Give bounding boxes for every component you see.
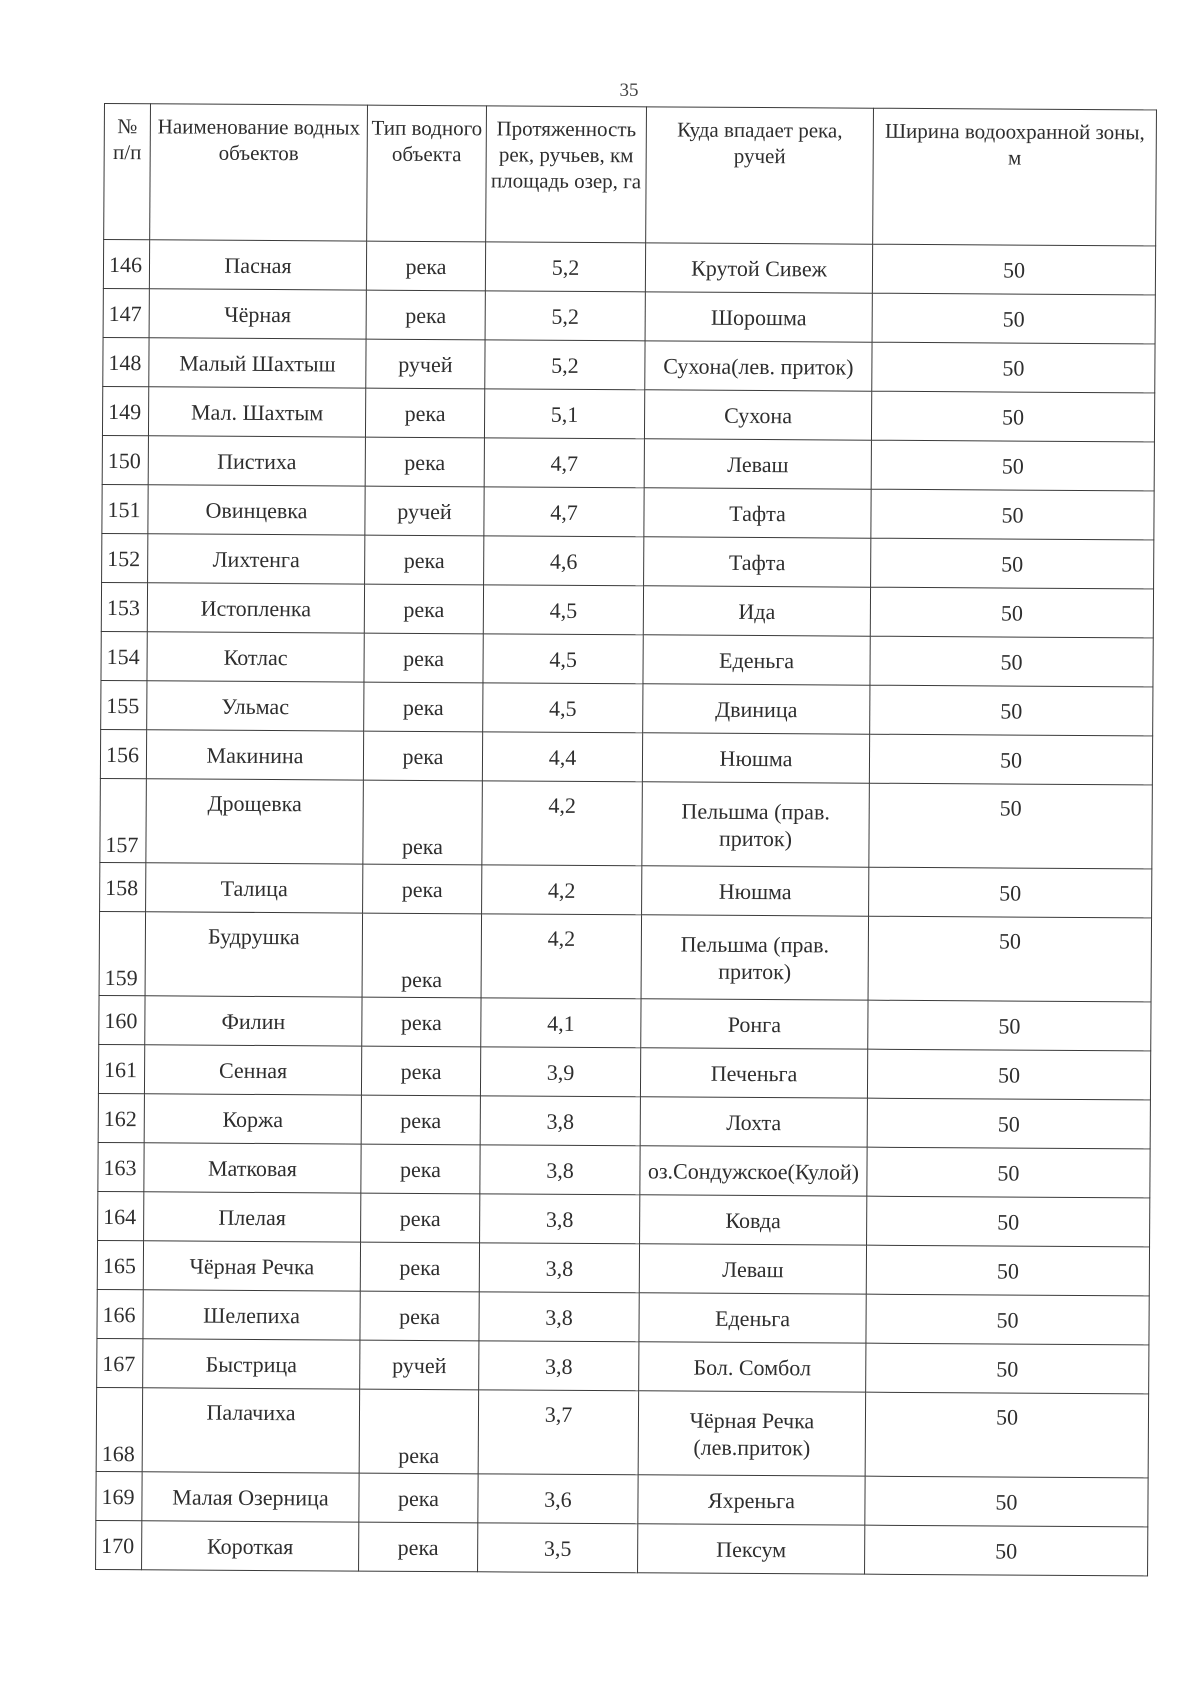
table-row (97, 1289, 1149, 1344)
protection-zone-width-cell: 50 (866, 1343, 1149, 1394)
table-row (101, 680, 1153, 735)
row-number-cell: 161 (98, 1044, 144, 1093)
object-type-cell: река (359, 1473, 478, 1523)
row-number-cell: 149 (102, 386, 148, 435)
row-number-cell: 162 (98, 1093, 144, 1142)
object-type-cell: река (360, 1291, 479, 1341)
water-objects-table (95, 103, 1157, 1576)
water-object-name-cell: Сенная (144, 1045, 361, 1095)
length-cell: 3,9 (480, 1047, 640, 1097)
mouth-cell: оз.Сондужское(Кулой) (640, 1146, 867, 1196)
length-cell: 5,1 (484, 389, 644, 439)
protection-zone-width-cell: 50 (865, 1392, 1149, 1478)
table-row (97, 1338, 1149, 1393)
row-number-cell: 163 (98, 1142, 144, 1191)
length-cell: 4,5 (483, 634, 643, 684)
row-number-cell: 146 (103, 240, 149, 289)
length-cell: 4,2 (481, 914, 642, 999)
protection-zone-width-cell: 50 (871, 440, 1154, 491)
protection-zone-width-cell: 50 (872, 342, 1155, 393)
protection-zone-width-cell: 50 (870, 636, 1153, 687)
mouth-cell: Пельшма (прав. приток) (641, 915, 869, 1000)
row-number-cell: 159 (99, 911, 146, 995)
row-number-cell: 157 (100, 778, 147, 862)
object-type-cell: река (359, 1389, 479, 1474)
water-object-name-cell: Дрощевка (146, 779, 364, 864)
length-cell: 3,8 (480, 1096, 640, 1146)
table-row (97, 1240, 1149, 1295)
table-row (103, 240, 1155, 295)
header-type: Тип водного объекта (367, 105, 487, 242)
mouth-cell: Ронга (641, 999, 868, 1049)
protection-zone-width-cell: 50 (868, 916, 1152, 1002)
mouth-cell: Ида (643, 586, 870, 636)
length-cell: 3,7 (478, 1390, 639, 1475)
row-number-cell: 160 (99, 995, 145, 1044)
water-object-name-cell: Лихтенга (148, 534, 365, 584)
length-cell: 4,7 (484, 487, 644, 537)
protection-zone-width-cell: 50 (872, 244, 1155, 295)
protection-zone-width-cell: 50 (871, 538, 1154, 589)
table-row (99, 911, 1151, 1001)
mouth-cell: Пельшма (прав. приток) (642, 782, 870, 867)
table-row (100, 862, 1152, 917)
mouth-cell: Леваш (639, 1244, 866, 1294)
object-type-cell: река (364, 633, 483, 683)
water-object-name-cell: Чёрная (149, 289, 366, 339)
length-cell: 4,2 (482, 781, 643, 866)
header-mouth: Куда впадает река, ручей (646, 107, 874, 244)
length-cell: 4,7 (484, 438, 644, 488)
table-row (98, 1191, 1150, 1246)
protection-zone-width-cell: 50 (872, 293, 1155, 344)
mouth-cell: Тафта (644, 537, 871, 587)
mouth-cell: Бол. Сомбол (639, 1342, 866, 1392)
object-type-cell: река (365, 388, 484, 438)
protection-zone-width-cell: 50 (869, 734, 1152, 785)
mouth-cell: Лохта (640, 1097, 867, 1147)
row-number-cell: 156 (100, 729, 146, 778)
row-number-cell: 168 (96, 1387, 143, 1471)
object-type-cell: река (361, 1144, 480, 1194)
length-cell: 4,5 (483, 683, 643, 733)
row-number-cell: 158 (100, 862, 146, 911)
protection-zone-width-cell: 50 (865, 1476, 1148, 1527)
object-type-cell: река (360, 1242, 479, 1292)
length-cell: 5,2 (485, 291, 645, 341)
table-row (96, 1387, 1148, 1477)
protection-zone-width-cell: 50 (867, 1147, 1150, 1198)
mouth-cell: Печеньга (640, 1048, 867, 1098)
protection-zone-width-cell: 50 (871, 489, 1154, 540)
object-type-cell: река (362, 913, 482, 998)
water-object-name-cell: Талица (146, 863, 363, 913)
row-number-cell: 151 (102, 484, 148, 533)
header-width: Ширина водоохранной зоны, м (873, 108, 1157, 246)
water-object-name-cell: Малая Озерница (142, 1472, 359, 1522)
row-number-cell: 166 (97, 1289, 143, 1338)
object-type-cell: река (361, 1193, 480, 1243)
mouth-cell: Еденьга (639, 1293, 866, 1343)
object-type-cell: река (361, 1046, 480, 1096)
table-row (102, 386, 1154, 441)
length-cell: 4,2 (482, 865, 642, 915)
object-type-cell: река (364, 682, 483, 732)
protection-zone-width-cell: 50 (871, 391, 1154, 442)
header-row (104, 104, 1157, 246)
table-row (100, 778, 1152, 868)
mouth-cell: Сухона(лев. приток) (645, 341, 872, 391)
protection-zone-width-cell: 50 (866, 1245, 1149, 1296)
object-type-cell: река (364, 584, 483, 634)
water-object-name-cell: Овинцевка (148, 485, 365, 535)
object-type-cell: ручей (365, 486, 484, 536)
mouth-cell: Тафта (644, 488, 871, 538)
object-type-cell: ручей (366, 339, 485, 389)
object-type-cell: река (366, 241, 485, 291)
table-row (103, 288, 1155, 343)
row-number-cell: 152 (102, 533, 148, 582)
protection-zone-width-cell: 50 (868, 1000, 1151, 1051)
mouth-cell: Нюшма (642, 733, 869, 783)
mouth-cell: Двиница (643, 684, 870, 734)
table-row (98, 1044, 1150, 1099)
table-row (100, 729, 1152, 784)
water-object-name-cell: Малый Шахтыш (149, 338, 366, 388)
row-number-cell: 150 (102, 435, 148, 484)
mouth-cell: Нюшма (642, 866, 869, 916)
water-object-name-cell: Ульмас (147, 681, 364, 731)
protection-zone-width-cell: 50 (870, 685, 1153, 736)
object-type-cell: река (365, 437, 484, 487)
water-object-name-cell: Пасная (149, 240, 366, 290)
row-number-cell: 167 (97, 1338, 143, 1387)
water-object-name-cell: Котлас (147, 632, 364, 682)
object-type-cell: река (361, 1095, 480, 1145)
table-row (102, 435, 1154, 490)
table-row (101, 582, 1153, 637)
mouth-cell: Яхреньга (638, 1475, 865, 1525)
table-row (102, 533, 1154, 588)
object-type-cell: ручей (360, 1340, 479, 1390)
water-object-name-cell: Короткая (142, 1521, 359, 1571)
water-object-name-cell: Будрушка (145, 912, 363, 997)
row-number-cell: 165 (97, 1240, 143, 1289)
row-number-cell: 170 (96, 1520, 142, 1569)
table-row (102, 484, 1154, 539)
row-number-cell: 164 (98, 1191, 144, 1240)
water-object-name-cell: Макинина (146, 730, 363, 780)
length-cell: 3,8 (480, 1194, 640, 1244)
header-length: Протяженность рек, ручьев, км площадь озер, га (486, 106, 647, 243)
table-row (98, 1093, 1150, 1148)
mouth-cell: Крутой Сивеж (645, 243, 872, 293)
table-row (96, 1520, 1148, 1575)
length-cell: 3,6 (478, 1474, 638, 1524)
row-number-cell: 154 (101, 631, 147, 680)
mouth-cell: Еденьга (643, 635, 870, 685)
water-object-name-cell: Матковая (144, 1143, 361, 1193)
protection-zone-width-cell: 50 (869, 783, 1153, 869)
water-object-name-cell: Быстрица (143, 1339, 360, 1389)
length-cell: 3,8 (480, 1145, 640, 1195)
object-type-cell: река (365, 535, 484, 585)
header-name: Наименование водных объектов (150, 104, 368, 241)
length-cell: 3,8 (479, 1292, 639, 1342)
mouth-cell: Сухона (644, 390, 871, 440)
object-type-cell: река (362, 997, 481, 1047)
table-row (96, 1471, 1148, 1526)
protection-zone-width-cell: 50 (869, 867, 1152, 918)
length-cell: 4,1 (481, 998, 641, 1048)
water-object-name-cell: Палачиха (142, 1388, 360, 1473)
row-number-cell: 153 (101, 582, 147, 631)
length-cell: 4,5 (483, 585, 643, 635)
mouth-cell: Чёрная Речка (лев.приток) (638, 1391, 866, 1476)
water-object-name-cell: Истопленка (147, 583, 364, 633)
row-number-cell: 148 (103, 337, 149, 386)
water-object-name-cell: Чёрная Речка (143, 1241, 360, 1291)
row-number-cell: 147 (103, 288, 149, 337)
mouth-cell: Леваш (644, 439, 871, 489)
mouth-cell: Пексум (638, 1524, 865, 1574)
water-object-name-cell: Пистиха (148, 436, 365, 486)
length-cell: 5,2 (485, 340, 645, 390)
object-type-cell: река (363, 864, 482, 914)
mouth-cell: Ковда (640, 1195, 867, 1245)
length-cell: 3,8 (479, 1243, 639, 1293)
protection-zone-width-cell: 50 (866, 1294, 1149, 1345)
table-row (99, 995, 1151, 1050)
row-number-cell: 155 (101, 680, 147, 729)
water-objects-table-container (95, 103, 1156, 1576)
length-cell: 3,8 (479, 1341, 639, 1391)
water-object-name-cell: Филин (145, 996, 362, 1046)
water-object-name-cell: Мал. Шахтым (148, 387, 365, 437)
protection-zone-width-cell: 50 (867, 1196, 1150, 1247)
object-type-cell: река (363, 731, 482, 781)
object-type-cell: река (363, 780, 483, 865)
water-object-name-cell: Шелепиха (143, 1290, 360, 1340)
protection-zone-width-cell: 50 (867, 1098, 1150, 1149)
mouth-cell: Шорошма (645, 292, 872, 342)
header-num: № п/п (104, 104, 151, 240)
length-cell: 5,2 (485, 242, 645, 292)
page-number: 35 (619, 80, 639, 101)
protection-zone-width-cell: 50 (867, 1049, 1150, 1100)
object-type-cell: река (366, 290, 485, 340)
water-object-name-cell: Коржа (144, 1094, 361, 1144)
protection-zone-width-cell: 50 (865, 1525, 1148, 1576)
row-number-cell: 169 (96, 1471, 142, 1520)
table-row (98, 1142, 1150, 1197)
water-object-name-cell: Плелая (144, 1192, 361, 1242)
length-cell: 4,6 (484, 536, 644, 586)
object-type-cell: река (359, 1522, 478, 1572)
protection-zone-width-cell: 50 (870, 587, 1153, 638)
length-cell: 3,5 (478, 1523, 638, 1573)
length-cell: 4,4 (482, 732, 642, 782)
table-row (101, 631, 1153, 686)
table-row (103, 337, 1155, 392)
